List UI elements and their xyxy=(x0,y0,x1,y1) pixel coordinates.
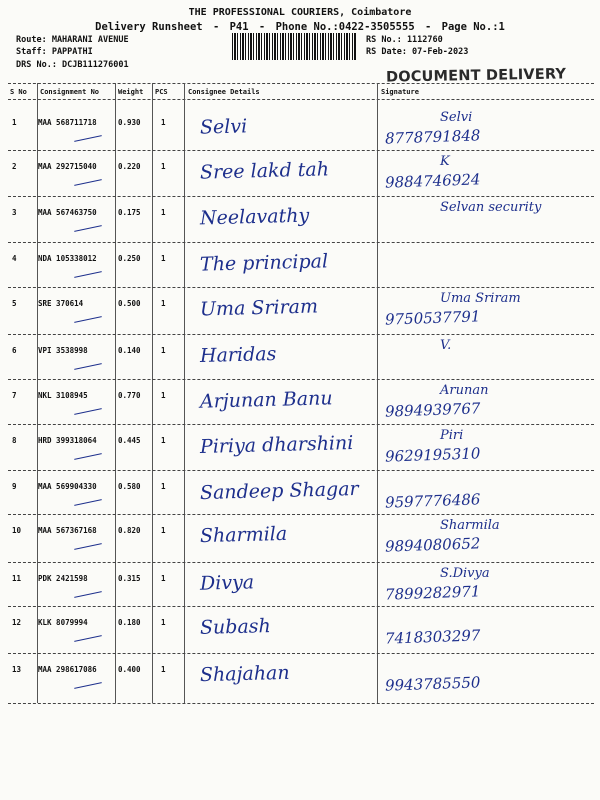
row-pcs: 1 xyxy=(161,254,166,263)
row-sno: 4 xyxy=(12,254,17,263)
pen-tick-mark xyxy=(74,543,102,550)
row-weight: 0.445 xyxy=(118,436,141,445)
row-pcs: 1 xyxy=(161,436,166,445)
pen-tick-mark xyxy=(74,179,102,186)
row-sno: 11 xyxy=(12,574,22,583)
row-sno: 6 xyxy=(12,346,17,355)
row-consignment-no: NKL 3108945 xyxy=(38,391,88,400)
col-header-consignment: Consignment No xyxy=(40,88,100,96)
pen-tick-mark xyxy=(74,225,102,232)
col-header-weight: Weight xyxy=(118,88,144,96)
row-pcs: 1 xyxy=(161,118,166,127)
col-header-pcs: PCS xyxy=(155,88,168,96)
row-weight: 0.250 xyxy=(118,254,141,263)
row-consignee-name: Sharmila xyxy=(199,522,288,548)
row-weight: 0.820 xyxy=(118,526,141,535)
header-bottom-rule xyxy=(8,99,594,100)
row-signature: K xyxy=(440,154,450,169)
col-divider xyxy=(152,83,153,703)
pen-tick-mark xyxy=(74,682,102,689)
runsheet-title: Delivery Runsheet xyxy=(95,21,203,33)
row-consignee-name: Selvi xyxy=(199,115,248,139)
office-phone: Phone No.:0422-3505555 xyxy=(275,21,415,33)
row-weight: 0.580 xyxy=(118,482,141,491)
row-sno: 5 xyxy=(12,299,17,308)
row-weight: 0.770 xyxy=(118,391,141,400)
row-consignee-name: Arjunan Banu xyxy=(199,387,333,413)
row-consignee-name: Subash xyxy=(199,615,272,639)
rs-date: RS Date: 07-Feb-2023 xyxy=(366,47,469,57)
row-separator xyxy=(8,196,594,197)
row-consignee-name: Piriya dharshini xyxy=(199,431,354,459)
row-sno: 1 xyxy=(12,118,17,127)
row-weight: 0.140 xyxy=(118,346,141,355)
title-sep-2: - xyxy=(258,21,266,33)
row-receiver-phone: 9884746924 xyxy=(384,170,481,192)
row-receiver-phone: 9943785550 xyxy=(384,673,481,695)
row-separator xyxy=(8,150,594,151)
row-consignee-name: Divya xyxy=(199,571,255,595)
row-weight: 0.315 xyxy=(118,574,141,583)
pen-tick-mark xyxy=(74,453,102,460)
row-receiver-phone: 8778791848 xyxy=(384,126,481,148)
row-separator xyxy=(8,606,594,607)
row-pcs: 1 xyxy=(161,526,166,535)
row-signature: Uma Sriram xyxy=(440,291,521,306)
runsheet-title-line xyxy=(0,21,600,33)
row-separator xyxy=(8,562,594,563)
row-receiver-phone: 7418303297 xyxy=(384,626,481,648)
row-consignment-no: MAA 298617086 xyxy=(38,665,97,674)
row-signature: Selvi xyxy=(440,110,473,125)
pen-tick-mark xyxy=(74,591,102,598)
pen-tick-mark xyxy=(74,499,102,506)
row-consignment-no: HRD 399318064 xyxy=(38,436,97,445)
row-consignment-no: MAA 567463750 xyxy=(38,208,97,217)
row-separator xyxy=(8,334,594,335)
row-separator xyxy=(8,653,594,654)
barcode xyxy=(232,33,356,60)
drs-number: DRS No.: DCJB111276001 xyxy=(16,60,129,70)
row-pcs: 1 xyxy=(161,665,166,674)
row-consignee-name: Uma Sriram xyxy=(199,295,319,321)
row-consignee-name: Shajahan xyxy=(199,661,290,687)
row-weight: 0.175 xyxy=(118,208,141,217)
col-header-consignee: Consignee Details xyxy=(188,88,260,96)
row-consignment-no: NDA 105338012 xyxy=(38,254,97,263)
header-top-rule xyxy=(8,83,594,84)
row-sno: 12 xyxy=(12,618,22,627)
row-pcs: 1 xyxy=(161,208,166,217)
row-sno: 9 xyxy=(12,482,17,491)
col-divider xyxy=(377,83,378,703)
row-separator xyxy=(8,424,594,425)
row-signature: Arunan xyxy=(440,383,489,398)
table-bottom-rule xyxy=(8,703,594,704)
row-sno: 13 xyxy=(12,665,22,674)
row-consignment-no: MAA 292715040 xyxy=(38,162,97,171)
row-consignee-name: Neelavathy xyxy=(199,204,310,230)
row-weight: 0.500 xyxy=(118,299,141,308)
row-consignment-no: MAA 569904330 xyxy=(38,482,97,491)
row-weight: 0.930 xyxy=(118,118,141,127)
row-separator xyxy=(8,514,594,515)
staff-label: Staff: PAPPATHI xyxy=(16,47,93,57)
row-receiver-phone: 9750537791 xyxy=(384,307,481,329)
row-weight: 0.180 xyxy=(118,618,141,627)
row-sno: 2 xyxy=(12,162,17,171)
col-header-sno: S No xyxy=(10,88,27,96)
row-receiver-phone: 9597776486 xyxy=(384,490,481,512)
row-pcs: 1 xyxy=(161,346,166,355)
route-label: Route: MAHARANI AVENUE xyxy=(16,35,129,45)
row-consignee-name: Sandeep Shagar xyxy=(199,477,359,505)
row-separator xyxy=(8,470,594,471)
row-consignment-no: VPI 3538998 xyxy=(38,346,88,355)
runsheet-code: P41 xyxy=(229,21,249,33)
row-weight: 0.220 xyxy=(118,162,141,171)
pen-tick-mark xyxy=(74,408,102,415)
page-number: Page No.:1 xyxy=(441,21,505,33)
row-separator xyxy=(8,287,594,288)
row-weight: 0.400 xyxy=(118,665,141,674)
row-signature: Sharmila xyxy=(440,518,500,533)
row-sno: 8 xyxy=(12,436,17,445)
row-consignment-no: KLK 8079994 xyxy=(38,618,88,627)
row-pcs: 1 xyxy=(161,299,166,308)
row-receiver-phone: 7899282971 xyxy=(384,582,481,604)
row-signature: Piri xyxy=(440,428,464,443)
row-separator xyxy=(8,379,594,380)
pen-tick-mark xyxy=(74,316,102,323)
title-sep-3: - xyxy=(424,21,432,33)
row-pcs: 1 xyxy=(161,574,166,583)
row-pcs: 1 xyxy=(161,162,166,171)
pen-tick-mark xyxy=(74,135,102,142)
row-sno: 3 xyxy=(12,208,17,217)
col-header-signature: Signature xyxy=(381,88,419,96)
title-sep-1: - xyxy=(212,21,220,33)
row-pcs: 1 xyxy=(161,391,166,400)
document-delivery-stamp: DOCUMENT DELIVERY xyxy=(385,66,567,86)
row-consignment-no: SRE 370614 xyxy=(38,299,84,308)
pen-tick-mark xyxy=(74,363,102,370)
row-signature: S.Divya xyxy=(440,566,490,581)
row-receiver-phone: 9894080652 xyxy=(384,534,481,556)
row-sno: 10 xyxy=(12,526,22,535)
row-pcs: 1 xyxy=(161,482,166,491)
col-divider xyxy=(184,83,185,703)
row-consignment-no: MAA 567367168 xyxy=(38,526,97,535)
row-consignee-name: Sree lakd tah xyxy=(199,158,330,184)
row-separator xyxy=(8,242,594,243)
row-consignee-name: Haridas xyxy=(199,343,277,367)
row-consignee-name: The principal xyxy=(199,250,329,276)
row-pcs: 1 xyxy=(161,618,166,627)
row-signature: Selvan security xyxy=(440,200,542,215)
row-consignment-no: PDK 2421598 xyxy=(38,574,88,583)
pen-tick-mark xyxy=(74,271,102,278)
row-signature: V. xyxy=(440,338,452,353)
company-name: THE PROFESSIONAL COURIERS, Coimbatore xyxy=(188,7,412,18)
row-sno: 7 xyxy=(12,391,17,400)
rs-number: RS No.: 1112760 xyxy=(366,35,443,45)
row-receiver-phone: 9629195310 xyxy=(384,444,481,466)
col-divider xyxy=(115,83,116,703)
pen-tick-mark xyxy=(74,635,102,642)
row-consignment-no: MAA 568711718 xyxy=(38,118,97,127)
row-receiver-phone: 9894939767 xyxy=(384,399,481,421)
